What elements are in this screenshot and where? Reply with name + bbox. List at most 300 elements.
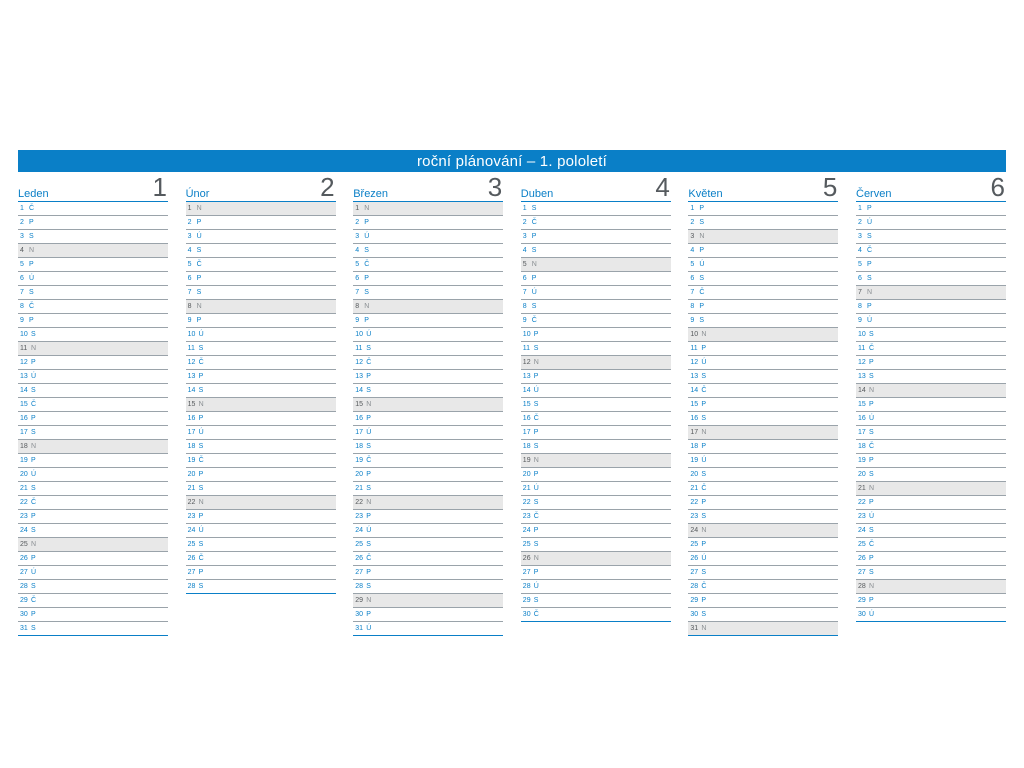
weekday-letter: S: [31, 527, 36, 534]
day-number: 3: [690, 233, 695, 240]
day-number: 12: [858, 359, 866, 366]
day-number: 2: [20, 219, 24, 226]
day-row: [186, 426, 336, 440]
month-header: [856, 172, 1006, 202]
day-row: [353, 496, 503, 510]
day-number: 17: [355, 429, 363, 436]
day-row: [18, 482, 168, 496]
day-number: 21: [187, 485, 196, 492]
day-row: [856, 272, 1006, 286]
day-number: 8: [858, 303, 862, 310]
day-row: [186, 258, 336, 272]
day-number: 14: [187, 387, 196, 394]
day-number: 1: [20, 205, 24, 212]
weekday-letter: Ú: [867, 219, 873, 226]
day-row: [521, 272, 671, 286]
weekday-letter: Č: [701, 583, 707, 590]
day-row: [186, 552, 336, 566]
day-number: 31: [355, 625, 363, 632]
day-row: [688, 524, 838, 538]
day-row: [353, 272, 503, 286]
day-row: [353, 538, 503, 552]
day-row: [18, 510, 168, 524]
day-number: 22: [522, 499, 531, 506]
day-list: [856, 202, 1006, 622]
day-number: 28: [858, 583, 866, 590]
day-row: [688, 398, 838, 412]
month-number: 5: [822, 172, 838, 202]
day-number: 15: [858, 401, 866, 408]
day-row: [521, 230, 671, 244]
day-number: 10: [20, 331, 28, 338]
weekday-letter: P: [869, 457, 874, 464]
weekday-letter: N: [867, 289, 873, 296]
weekday-letter: S: [699, 219, 705, 226]
day-number: 15: [187, 401, 196, 408]
day-row: [688, 202, 838, 216]
day-number: 8: [522, 303, 527, 310]
day-row: [186, 412, 336, 426]
day-row: [856, 230, 1006, 244]
weekday-letter: N: [31, 541, 37, 548]
day-number: 22: [355, 499, 363, 506]
day-number: 16: [522, 415, 531, 422]
day-number: 31: [690, 625, 699, 632]
day-row: [18, 328, 168, 342]
month-header: [520, 172, 671, 202]
day-row: [521, 440, 671, 454]
day-number: 3: [20, 233, 24, 240]
day-number: 1: [690, 205, 695, 212]
day-number: 30: [522, 611, 531, 618]
weekday-letter: P: [198, 471, 204, 478]
weekday-letter: S: [533, 541, 539, 548]
day-row: [856, 524, 1006, 538]
weekday-letter: P: [701, 597, 707, 604]
weekday-letter: Ú: [533, 485, 539, 492]
day-number: 28: [355, 583, 363, 590]
weekday-letter: Ú: [869, 415, 875, 422]
day-row: [186, 454, 336, 468]
day-row: [186, 230, 336, 244]
day-row: [856, 244, 1006, 258]
day-row: [688, 440, 838, 454]
day-row: [856, 426, 1006, 440]
day-number: 4: [858, 247, 862, 254]
month-name: Březen: [353, 188, 389, 200]
day-number: 14: [355, 387, 363, 394]
day-number: 31: [20, 625, 28, 632]
day-number: 22: [690, 499, 699, 506]
day-number: 17: [20, 429, 28, 436]
day-row: [521, 342, 671, 356]
day-row: [353, 314, 503, 328]
day-number: 25: [355, 541, 363, 548]
day-number: 21: [690, 485, 699, 492]
day-number: 13: [690, 373, 699, 380]
day-row: [856, 552, 1006, 566]
weekday-letter: P: [533, 331, 539, 338]
day-number: 30: [858, 611, 866, 618]
day-row: [521, 314, 671, 328]
day-row: [688, 384, 838, 398]
day-number: 10: [355, 331, 363, 338]
weekday-letter: S: [533, 345, 539, 352]
weekday-letter: Ú: [701, 457, 707, 464]
day-row: [688, 216, 838, 230]
day-number: 30: [20, 611, 28, 618]
weekday-letter: S: [198, 541, 204, 548]
day-number: 25: [187, 541, 196, 548]
weekday-letter: N: [701, 331, 707, 338]
day-row: [856, 398, 1006, 412]
weekday-letter: P: [196, 317, 202, 324]
day-number: 19: [355, 457, 363, 464]
day-row: [521, 594, 671, 608]
weekday-letter: P: [364, 219, 369, 226]
day-number: 9: [522, 317, 527, 324]
day-number: 4: [522, 247, 527, 254]
day-number: 7: [858, 289, 862, 296]
day-row: [18, 426, 168, 440]
day-number: 14: [690, 387, 699, 394]
weekday-letter: Č: [31, 401, 37, 408]
weekday-letter: P: [198, 513, 204, 520]
month-name: Leden: [18, 188, 49, 200]
weekday-letter: P: [867, 205, 872, 212]
weekday-letter: P: [29, 317, 34, 324]
weekday-letter: Ú: [366, 331, 372, 338]
weekday-letter: Č: [701, 485, 707, 492]
weekday-letter: P: [701, 443, 707, 450]
day-row: [186, 566, 336, 580]
month-column: [353, 172, 503, 636]
weekday-letter: Ú: [31, 569, 37, 576]
day-row: [688, 370, 838, 384]
weekday-letter: Č: [533, 513, 539, 520]
day-row: [688, 356, 838, 370]
day-number: 14: [20, 387, 28, 394]
day-row: [18, 524, 168, 538]
month-column: [856, 172, 1006, 622]
day-number: 21: [20, 485, 28, 492]
day-number: 26: [20, 555, 28, 562]
day-number: 13: [522, 373, 531, 380]
day-row: [521, 244, 671, 258]
weekday-letter: S: [867, 275, 872, 282]
day-row: [18, 244, 168, 258]
month-header: [353, 172, 503, 202]
day-row: [353, 552, 503, 566]
day-row: [856, 412, 1006, 426]
day-number: 8: [20, 303, 24, 310]
day-number: 25: [858, 541, 866, 548]
weekday-letter: S: [366, 583, 371, 590]
day-number: 23: [522, 513, 531, 520]
day-number: 24: [690, 527, 699, 534]
day-number: 13: [187, 373, 196, 380]
day-row: [856, 594, 1006, 608]
weekday-letter: S: [699, 317, 705, 324]
day-number: 17: [858, 429, 866, 436]
weekday-letter: S: [699, 275, 705, 282]
day-row: [688, 258, 838, 272]
day-row: [186, 216, 336, 230]
weekday-letter: N: [869, 485, 875, 492]
weekday-letter: Č: [869, 541, 875, 548]
day-row: [688, 468, 838, 482]
weekday-letter: P: [366, 611, 371, 618]
day-number: 5: [858, 261, 862, 268]
day-row: [353, 594, 503, 608]
day-number: 6: [20, 275, 24, 282]
day-number: 18: [522, 443, 531, 450]
weekday-letter: P: [31, 555, 36, 562]
day-row: [856, 300, 1006, 314]
day-number: 17: [522, 429, 531, 436]
day-row: [353, 286, 503, 300]
day-number: 2: [690, 219, 695, 226]
day-number: 22: [858, 499, 866, 506]
weekday-letter: Č: [196, 261, 202, 268]
day-row: [186, 538, 336, 552]
day-row: [18, 552, 168, 566]
day-number: 15: [20, 401, 28, 408]
day-number: 6: [522, 275, 527, 282]
day-row: [856, 370, 1006, 384]
day-list: [18, 202, 168, 636]
day-row: [186, 440, 336, 454]
day-number: 24: [355, 527, 363, 534]
day-row: [521, 384, 671, 398]
day-row: [856, 538, 1006, 552]
day-number: 17: [187, 429, 196, 436]
day-number: 27: [690, 569, 699, 576]
day-row: [688, 426, 838, 440]
weekday-letter: S: [867, 233, 872, 240]
day-row: [521, 454, 671, 468]
weekday-letter: P: [366, 513, 371, 520]
weekday-letter: N: [198, 499, 204, 506]
day-number: 12: [20, 359, 28, 366]
day-row: [186, 398, 336, 412]
day-row: [353, 608, 503, 622]
weekday-letter: N: [196, 303, 202, 310]
day-row: [186, 384, 336, 398]
month-name: Červen: [856, 188, 892, 200]
day-number: 3: [522, 233, 527, 240]
weekday-letter: Ú: [867, 317, 873, 324]
day-number: 24: [187, 527, 196, 534]
weekday-letter: Č: [533, 415, 539, 422]
weekday-letter: P: [867, 303, 872, 310]
day-row: [18, 398, 168, 412]
day-number: 1: [522, 205, 527, 212]
day-number: 18: [187, 443, 196, 450]
day-row: [521, 552, 671, 566]
weekday-letter: P: [533, 429, 539, 436]
month-name: Duben: [520, 188, 554, 200]
day-row: [688, 608, 838, 622]
weekday-letter: Č: [869, 443, 875, 450]
weekday-letter: S: [31, 429, 36, 436]
day-row: [856, 258, 1006, 272]
day-number: 20: [522, 471, 531, 478]
month-column: [688, 172, 838, 636]
weekday-letter: S: [533, 443, 539, 450]
day-row: [18, 440, 168, 454]
day-number: 28: [187, 583, 196, 590]
month-number: 3: [487, 172, 503, 202]
day-number: 24: [20, 527, 28, 534]
day-row: [186, 300, 336, 314]
weekday-letter: Č: [869, 345, 875, 352]
day-number: 24: [522, 527, 531, 534]
day-number: 29: [522, 597, 531, 604]
day-number: 7: [690, 289, 695, 296]
weekday-letter: P: [531, 275, 537, 282]
weekday-letter: P: [364, 317, 369, 324]
weekday-letter: Ú: [31, 471, 37, 478]
month-number: 6: [990, 172, 1005, 202]
day-row: [688, 300, 838, 314]
day-number: 9: [187, 317, 192, 324]
weekday-letter: Ú: [533, 583, 539, 590]
day-number: 1: [858, 205, 862, 212]
day-number: 2: [858, 219, 862, 226]
month-header: [185, 172, 336, 202]
day-number: 6: [187, 275, 192, 282]
day-row: [18, 342, 168, 356]
weekday-letter: Ú: [198, 527, 204, 534]
day-number: 12: [522, 359, 531, 366]
weekday-letter: Č: [29, 303, 35, 310]
day-row: [353, 216, 503, 230]
weekday-letter: Č: [366, 359, 372, 366]
weekday-letter: P: [31, 359, 36, 366]
weekday-letter: Ú: [869, 611, 875, 618]
day-number: 3: [858, 233, 862, 240]
day-number: 7: [20, 289, 24, 296]
day-number: 14: [858, 387, 866, 394]
weekday-letter: Č: [31, 597, 37, 604]
weekday-letter: P: [867, 261, 872, 268]
day-row: [521, 370, 671, 384]
weekday-letter: S: [701, 471, 707, 478]
day-number: 4: [690, 247, 695, 254]
weekday-letter: N: [533, 359, 539, 366]
day-number: 6: [690, 275, 695, 282]
day-row: [18, 412, 168, 426]
day-row: [688, 580, 838, 594]
weekday-letter: P: [533, 471, 539, 478]
day-row: [521, 524, 671, 538]
weekday-letter: Ú: [29, 275, 35, 282]
weekday-letter: Ú: [198, 429, 204, 436]
day-number: 27: [355, 569, 363, 576]
day-number: 12: [355, 359, 363, 366]
day-row: [688, 538, 838, 552]
day-row: [856, 566, 1006, 580]
day-number: 5: [355, 261, 360, 268]
weekday-letter: Ú: [31, 373, 37, 380]
weekday-letter: Ú: [366, 429, 372, 436]
weekday-letter: P: [701, 345, 707, 352]
day-row: [521, 398, 671, 412]
weekday-letter: Ú: [198, 331, 204, 338]
day-row: [856, 314, 1006, 328]
weekday-letter: N: [364, 205, 370, 212]
day-number: 27: [187, 569, 196, 576]
day-number: 21: [858, 485, 866, 492]
day-row: [353, 370, 503, 384]
weekday-letter: S: [364, 289, 369, 296]
weekday-letter: S: [701, 415, 707, 422]
day-list: [521, 202, 671, 622]
weekday-letter: S: [198, 583, 204, 590]
weekday-letter: Č: [364, 261, 370, 268]
day-row: [186, 510, 336, 524]
day-number: 12: [690, 359, 699, 366]
day-row: [353, 244, 503, 258]
weekday-letter: S: [531, 247, 537, 254]
day-row: [688, 622, 838, 636]
day-row: [688, 314, 838, 328]
weekday-letter: S: [366, 387, 371, 394]
day-number: 26: [355, 555, 363, 562]
day-row: [18, 258, 168, 272]
weekday-letter: N: [531, 261, 537, 268]
day-number: 6: [355, 275, 360, 282]
weekday-letter: Č: [531, 219, 537, 226]
day-row: [856, 328, 1006, 342]
weekday-letter: S: [31, 583, 36, 590]
day-number: 7: [355, 289, 360, 296]
weekday-letter: Ú: [196, 233, 202, 240]
day-row: [521, 202, 671, 216]
day-number: 20: [690, 471, 699, 478]
day-number: 12: [187, 359, 196, 366]
weekday-letter: P: [198, 373, 204, 380]
weekday-letter: S: [196, 247, 202, 254]
day-row: [353, 468, 503, 482]
day-row: [18, 202, 168, 216]
month-number: 4: [655, 172, 670, 202]
month-header: [688, 172, 838, 202]
day-row: [353, 510, 503, 524]
day-number: 19: [20, 457, 28, 464]
day-number: 21: [522, 485, 531, 492]
day-row: [688, 454, 838, 468]
day-row: [353, 258, 503, 272]
page-title: roční plánování – 1. pololetí: [416, 152, 608, 170]
day-number: 13: [355, 373, 363, 380]
weekday-letter: P: [366, 415, 371, 422]
weekday-letter: N: [701, 527, 707, 534]
day-row: [186, 468, 336, 482]
weekday-letter: S: [364, 247, 369, 254]
day-number: 23: [187, 513, 196, 520]
day-number: 25: [522, 541, 531, 548]
day-number: 1: [187, 205, 192, 212]
day-number: 3: [355, 233, 360, 240]
weekday-letter: Č: [29, 205, 35, 212]
day-row: [186, 524, 336, 538]
day-row: [521, 426, 671, 440]
day-number: 10: [187, 331, 196, 338]
day-row: [688, 552, 838, 566]
weekday-letter: S: [533, 401, 539, 408]
